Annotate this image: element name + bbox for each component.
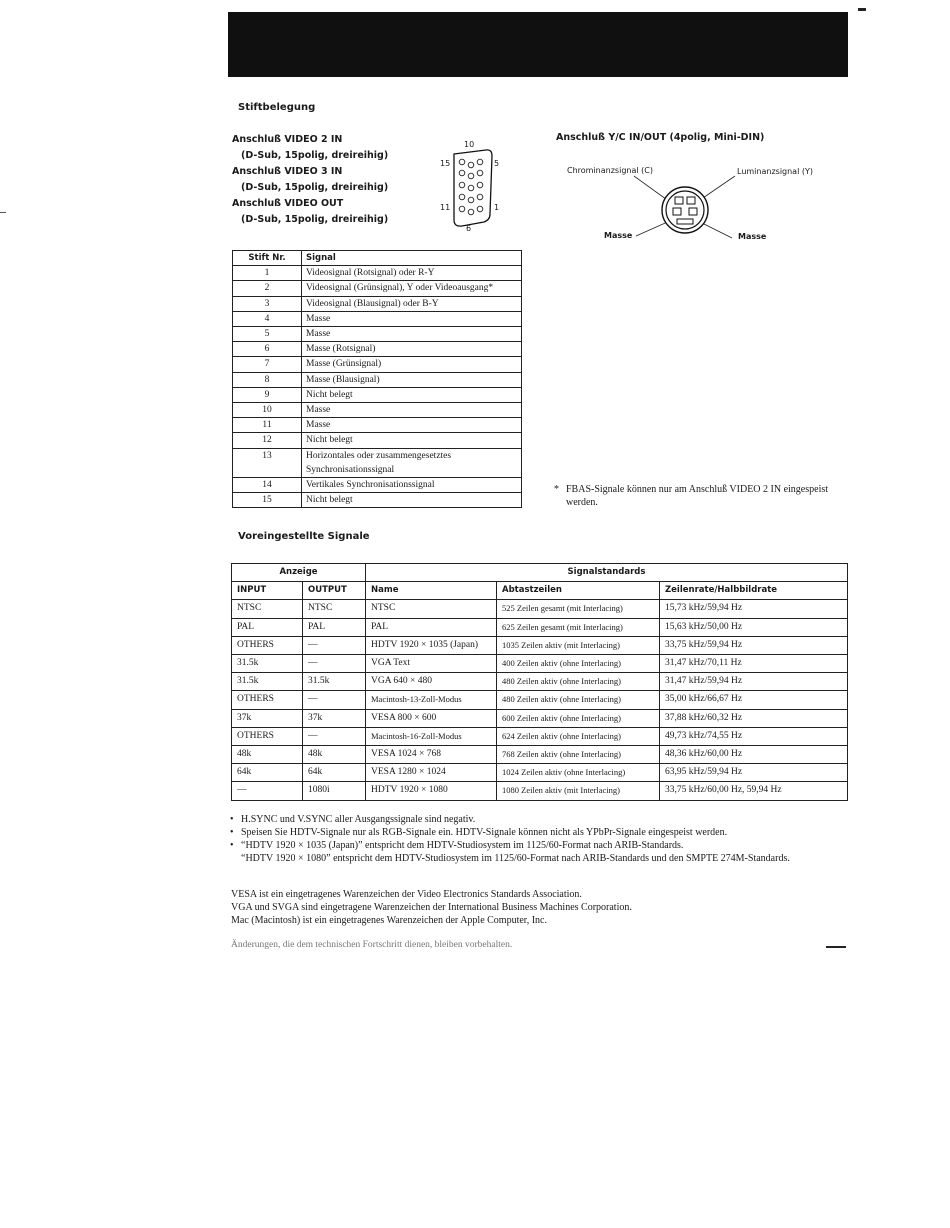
rate-cell: 33,75 kHz/60,00 Hz, 59,94 Hz: [660, 782, 848, 800]
scan-lines-cell: 625 Zeilen gesamt (mit Interlacing): [497, 618, 660, 636]
table-header-row: [233, 251, 522, 266]
signal-cell: Horizontales oder zusammengesetztes Synchronisationssignal: [302, 448, 522, 477]
name-cell: Macintosh-16-Zoll-Modus: [366, 727, 497, 745]
column-header: INPUT: [232, 582, 303, 600]
table-row: [233, 327, 522, 342]
pin-label: 11: [440, 203, 451, 212]
scan-lines-cell: 525 Zeilen gesamt (mit Interlacing): [497, 600, 660, 618]
output-cell: —: [303, 636, 366, 654]
notes-block: [230, 813, 830, 865]
trademark-line: Mac (Macintosh) ist ein eingetragenes Warenzeichen der Apple Computer, Inc.: [231, 915, 547, 926]
pin-number-cell: 15: [233, 493, 302, 508]
column-header: Abtastzeilen: [497, 582, 660, 600]
table-row: [232, 691, 848, 709]
input-cell: 37k: [232, 709, 303, 727]
name-cell: Macintosh-13-Zoll-Modus: [366, 691, 497, 709]
connector-name: Anschluß VIDEO 3 IN: [232, 166, 343, 177]
name-cell: NTSC: [366, 600, 497, 618]
trademark-line: VGA und SVGA sind eingetragene Warenzeichen der International Business Machines Corporation.: [231, 902, 632, 913]
signal-cell: Masse: [302, 311, 522, 326]
output-cell: —: [303, 727, 366, 745]
group-header: Anzeige: [232, 564, 366, 582]
output-cell: 1080i: [303, 782, 366, 800]
signal-cell: Masse (Grünsignal): [302, 357, 522, 372]
table-row: [233, 387, 522, 402]
note-continuation: “HDTV 1920 × 1080” entspricht dem HDTV-Studiosystem im 1125/60-Format nach ARIB-Standards und den SMPTE 274M-Standards.: [241, 853, 790, 864]
table-row: [233, 418, 522, 433]
page-number-mark: [826, 946, 846, 948]
signal-cell: Nicht belegt: [302, 493, 522, 508]
table-row: [232, 636, 848, 654]
scan-lines-cell: 400 Zeilen aktiv (ohne Interlacing): [497, 655, 660, 673]
page-title: Stiftbelegung: [238, 102, 316, 113]
notes-list: [230, 813, 830, 852]
name-cell: VGA Text: [366, 655, 497, 673]
corner-mark: [858, 8, 866, 11]
scan-lines-cell: 768 Zeilen aktiv (ohne Interlacing): [497, 746, 660, 764]
connector-detail: (D-Sub, 15polig, dreireihig): [241, 150, 389, 161]
footnote: [554, 483, 834, 509]
table-row: [232, 618, 848, 636]
chroma-label: Chrominanzsignal (C): [567, 166, 653, 175]
column-header: OUTPUT: [303, 582, 366, 600]
ground-label: Masse: [738, 232, 767, 241]
pin-number-cell: 5: [233, 327, 302, 342]
input-cell: OTHERS: [232, 727, 303, 745]
rate-cell: 63,95 kHz/59,94 Hz: [660, 764, 848, 782]
note-item: • Speisen Sie HDTV-Signale nur als RGB-Signale ein. HDTV-Signale können nicht als YPbPr-Signale eingespeist werden.: [230, 826, 830, 839]
dsub-connector-diagram: [436, 140, 506, 236]
connector-name: Anschluß VIDEO OUT: [232, 198, 344, 209]
column-header: Signal: [302, 251, 522, 266]
pin-number-cell: 1: [233, 266, 302, 281]
pin-table-body: [233, 266, 522, 508]
table-row: [232, 673, 848, 691]
rate-cell: 35,00 kHz/66,67 Hz: [660, 691, 848, 709]
rate-cell: 37,88 kHz/60,32 Hz: [660, 709, 848, 727]
connector-list: [232, 132, 432, 228]
signal-table: [231, 563, 848, 801]
signal-cell: Masse (Rotsignal): [302, 342, 522, 357]
input-cell: 31.5k: [232, 655, 303, 673]
pin-label: 1: [494, 203, 500, 212]
pin-label: 6: [466, 224, 472, 233]
input-cell: 64k: [232, 764, 303, 782]
table-row: [232, 746, 848, 764]
table-header-row: [232, 582, 848, 600]
connector-detail: (D-Sub, 15polig, dreireihig): [241, 214, 389, 225]
column-header: Name: [366, 582, 497, 600]
scan-lines-cell: 480 Zeilen aktiv (ohne Interlacing): [497, 691, 660, 709]
trademark-line: VESA ist ein eingetragenes Warenzeichen der Video Electronics Standards Association.: [231, 889, 582, 900]
signal-cell: Nicht belegt: [302, 387, 522, 402]
connector-name: Anschluß VIDEO 2 IN: [232, 134, 343, 145]
signal-table-body: [232, 600, 848, 800]
luma-label: Luminanzsignal (Y): [737, 167, 813, 176]
table-row: [233, 448, 522, 477]
table-row: [232, 655, 848, 673]
rate-cell: 48,36 kHz/60,00 Hz: [660, 746, 848, 764]
table-row: [232, 600, 848, 618]
table-row: [233, 296, 522, 311]
note-item: • “HDTV 1920 × 1035 (Japan)” entspricht dem HDTV-Studiosystem im 1125/60-Format nach ARIB-Standards.: [230, 839, 830, 852]
signal-cell: Masse (Blausignal): [302, 372, 522, 387]
pin-label: 15: [440, 159, 451, 168]
input-cell: 48k: [232, 746, 303, 764]
signal-cell: Masse: [302, 327, 522, 342]
pin-number-cell: 4: [233, 311, 302, 326]
pin-number-cell: 7: [233, 357, 302, 372]
mini-din-diagram: [620, 172, 745, 242]
rate-cell: 31,47 kHz/59,94 Hz: [660, 673, 848, 691]
pin-number-cell: 3: [233, 296, 302, 311]
table-row: [232, 709, 848, 727]
rate-cell: 33,75 kHz/59,94 Hz: [660, 636, 848, 654]
column-header: Zeilenrate/Halbbildrate: [660, 582, 848, 600]
output-cell: 48k: [303, 746, 366, 764]
group-header: Signalstandards: [366, 564, 848, 582]
footnote-mark: *: [554, 484, 559, 495]
signal-cell: Videosignal (Rotsignal) oder R-Y: [302, 266, 522, 281]
input-cell: OTHERS: [232, 636, 303, 654]
name-cell: HDTV 1920 × 1080: [366, 782, 497, 800]
output-cell: 64k: [303, 764, 366, 782]
rate-cell: 31,47 kHz/70,11 Hz: [660, 655, 848, 673]
table-group-header-row: [232, 564, 848, 582]
name-cell: VESA 800 × 600: [366, 709, 497, 727]
table-row: [232, 764, 848, 782]
pin-number-cell: 13: [233, 448, 302, 477]
pin-number-cell: 8: [233, 372, 302, 387]
scan-lines-cell: 480 Zeilen aktiv (ohne Interlacing): [497, 673, 660, 691]
table-row: [232, 782, 848, 800]
pin-number-cell: 11: [233, 418, 302, 433]
output-cell: 31.5k: [303, 673, 366, 691]
pin-number-cell: 2: [233, 281, 302, 296]
note-item: • H.SYNC und V.SYNC aller Ausgangssignale sind negativ.: [230, 813, 830, 826]
signal-cell: Videosignal (Blausignal) oder B-Y: [302, 296, 522, 311]
table-row: [233, 433, 522, 448]
scan-lines-cell: 1080 Zeilen aktiv (mit Interlacing): [497, 782, 660, 800]
header-band: [228, 12, 848, 77]
pin-label: 10: [464, 140, 475, 149]
scan-lines-cell: 1024 Zeilen aktiv (ohne Interlacing): [497, 764, 660, 782]
signal-cell: Videosignal (Grünsignal), Y oder Videoausgang*: [302, 281, 522, 296]
pin-label: 5: [494, 159, 500, 168]
name-cell: PAL: [366, 618, 497, 636]
output-cell: PAL: [303, 618, 366, 636]
scan-lines-cell: 1035 Zeilen aktiv (mit Interlacing): [497, 636, 660, 654]
signal-cell: Masse: [302, 403, 522, 418]
table-row: [233, 281, 522, 296]
pin-number-cell: 14: [233, 478, 302, 493]
table-row: [233, 478, 522, 493]
section-title: Voreingestellte Signale: [238, 531, 370, 542]
table-row: [233, 357, 522, 372]
input-cell: PAL: [232, 618, 303, 636]
signal-cell: Nicht belegt: [302, 433, 522, 448]
input-cell: —: [232, 782, 303, 800]
scan-lines-cell: 624 Zeilen aktiv (ohne Interlacing): [497, 727, 660, 745]
rate-cell: 15,63 kHz/50,00 Hz: [660, 618, 848, 636]
output-cell: NTSC: [303, 600, 366, 618]
pin-number-cell: 12: [233, 433, 302, 448]
output-cell: —: [303, 691, 366, 709]
table-row: [233, 342, 522, 357]
table-row: [233, 372, 522, 387]
rate-cell: 15,73 kHz/59,94 Hz: [660, 600, 848, 618]
pin-number-cell: 9: [233, 387, 302, 402]
table-row: [233, 266, 522, 281]
name-cell: HDTV 1920 × 1035 (Japan): [366, 636, 497, 654]
output-cell: —: [303, 655, 366, 673]
input-cell: OTHERS: [232, 691, 303, 709]
signal-cell: Masse: [302, 418, 522, 433]
pin-number-cell: 10: [233, 403, 302, 418]
pin-table: [232, 250, 522, 508]
signal-cell: Vertikales Synchronisationssignal: [302, 478, 522, 493]
output-cell: 37k: [303, 709, 366, 727]
footnote-text: FBAS-Signale können nur am Anschluß VIDEO 2 IN eingespeist werden.: [566, 484, 829, 508]
trademark-block: [231, 888, 831, 927]
name-cell: VESA 1280 × 1024: [366, 764, 497, 782]
table-row: [233, 403, 522, 418]
ground-label: Masse: [604, 231, 633, 240]
yc-connector-title: Anschluß Y/C IN/OUT (4polig, Mini-DIN): [556, 132, 765, 143]
column-header: Stift Nr.: [233, 251, 302, 266]
name-cell: VGA 640 × 480: [366, 673, 497, 691]
table-row: [233, 311, 522, 326]
scan-lines-cell: 600 Zeilen aktiv (ohne Interlacing): [497, 709, 660, 727]
table-row: [233, 493, 522, 508]
connector-detail: (D-Sub, 15polig, dreireihig): [241, 182, 389, 193]
input-cell: NTSC: [232, 600, 303, 618]
pin-number-cell: 6: [233, 342, 302, 357]
footer-note: Änderungen, die dem technischen Fortschritt dienen, bleiben vorbehalten.: [231, 940, 513, 950]
margin-mark: [0, 212, 6, 213]
table-row: [232, 727, 848, 745]
rate-cell: 49,73 kHz/74,55 Hz: [660, 727, 848, 745]
input-cell: 31.5k: [232, 673, 303, 691]
name-cell: VESA 1024 × 768: [366, 746, 497, 764]
